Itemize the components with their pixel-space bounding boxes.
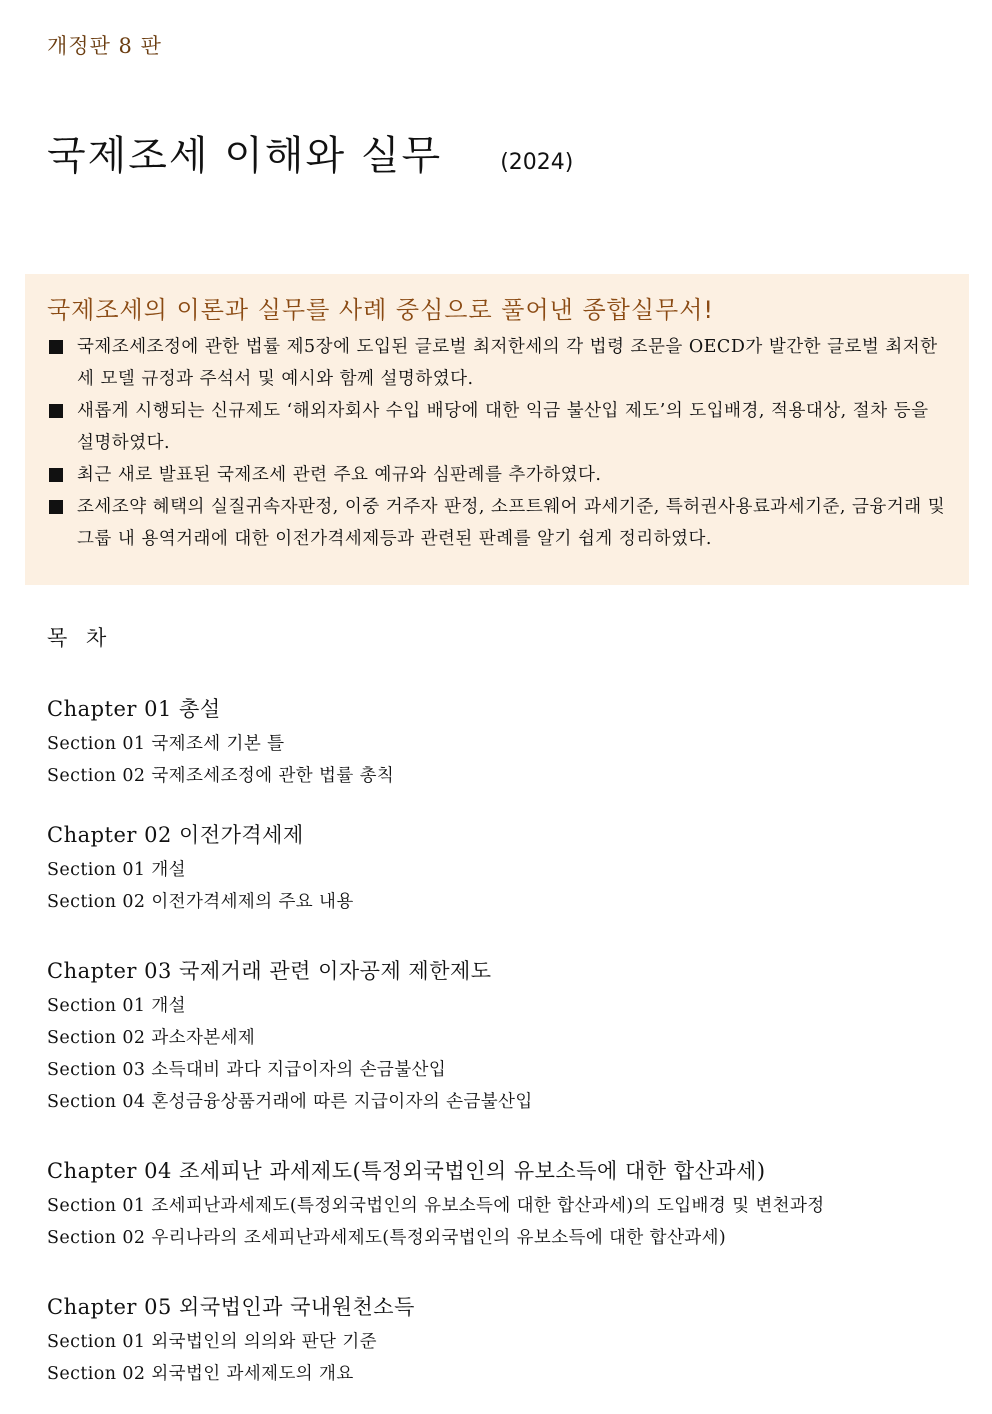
feature-box xyxy=(25,274,969,585)
table-of-contents xyxy=(47,690,947,1414)
section-item: Section 03 소득대비 과다 지급이자의 손금불산입 xyxy=(47,1060,447,1080)
square-bullet-icon xyxy=(49,468,63,482)
toc-chapter xyxy=(47,690,947,792)
feature-bullet xyxy=(47,331,947,395)
section-item: Section 01 개설 xyxy=(47,996,186,1016)
feature-bullet-text: 최근 새로 발표된 국제조세 관련 주요 예규와 심판례를 추가하였다. xyxy=(77,465,602,485)
square-bullet-icon xyxy=(49,340,63,354)
book-title: 국제조세 이해와 실무 xyxy=(47,133,443,179)
section-item: Section 02 이전가격세제의 주요 내용 xyxy=(47,892,354,912)
toc-chapter xyxy=(47,952,947,1118)
chapter-title: Chapter 01 총설 xyxy=(47,697,221,721)
feature-headline: 국제조세의 이론과 실무를 사례 중심으로 풀어낸 종합실무서! xyxy=(47,296,714,324)
section-item: Section 01 개설 xyxy=(47,860,186,880)
chapter-title: Chapter 03 국제거래 관련 이자공제 제한제도 xyxy=(47,959,492,983)
feature-bullet xyxy=(47,459,947,491)
section-item: Section 02 국제조세조정에 관한 법률 총칙 xyxy=(47,766,395,786)
edition-label: 개정판 8 판 xyxy=(47,34,162,58)
toc-chapter xyxy=(47,1288,947,1390)
chapter-title: Chapter 04 조세피난 과세제도(특정외국법인의 유보소득에 대한 합산과세) xyxy=(47,1159,766,1183)
feature-bullet xyxy=(47,491,947,555)
chapter-title: Chapter 05 외국법인과 국내원천소득 xyxy=(47,1295,415,1319)
section-item: Section 02 우리나라의 조세피난과세제도(특정외국법인의 유보소득에 대한 합산과세) xyxy=(47,1228,727,1248)
chapter-title: Chapter 02 이전가격세제 xyxy=(47,823,304,847)
book-year: (2024) xyxy=(500,150,574,175)
feature-bullet-text: 국제조세조정에 관한 법률 제5장에 도입된 글로벌 최저한세의 각 법령 조문을 OECD가 발간한 글로벌 최저한세 모델 규정과 주석서 및 예시와 함께 설명하였다. xyxy=(77,337,938,389)
feature-bullet-text: 새롭게 시행되는 신규제도 ‘해외자회사 수입 배당에 대한 익금 불산입 제도’의 도입배경, 적용대상, 절차 등을 설명하였다. xyxy=(77,401,929,453)
title-row xyxy=(47,124,573,181)
section-item: Section 01 국제조세 기본 틀 xyxy=(47,734,285,754)
toc-chapter xyxy=(47,1152,947,1254)
section-item: Section 01 외국법인의 의의와 판단 기준 xyxy=(47,1332,377,1352)
square-bullet-icon xyxy=(49,404,63,418)
feature-bullet-text: 조세조약 혜택의 실질귀속자판정, 이중 거주자 판정, 소프트웨어 과세기준, 특허권사용료과세기준, 금융거래 및 그룹 내 용역거래에 대한 이전가격세제등과 관련된 판례를 알기 쉽게 정리하였다. xyxy=(77,497,946,549)
section-item: Section 02 외국법인 과세제도의 개요 xyxy=(47,1364,354,1384)
section-item: Section 01 조세피난과세제도(특정외국법인의 유보소득에 대한 합산과세)의 도입배경 및 변천과정 xyxy=(47,1196,825,1216)
toc-chapter xyxy=(47,816,947,918)
section-item: Section 02 과소자본세제 xyxy=(47,1028,256,1048)
feature-bullets xyxy=(47,331,947,555)
feature-bullet xyxy=(47,395,947,459)
toc-heading: 목 차 xyxy=(47,626,113,650)
section-item: Section 04 혼성금융상품거래에 따른 지급이자의 손금불산입 xyxy=(47,1092,533,1112)
square-bullet-icon xyxy=(49,500,63,514)
